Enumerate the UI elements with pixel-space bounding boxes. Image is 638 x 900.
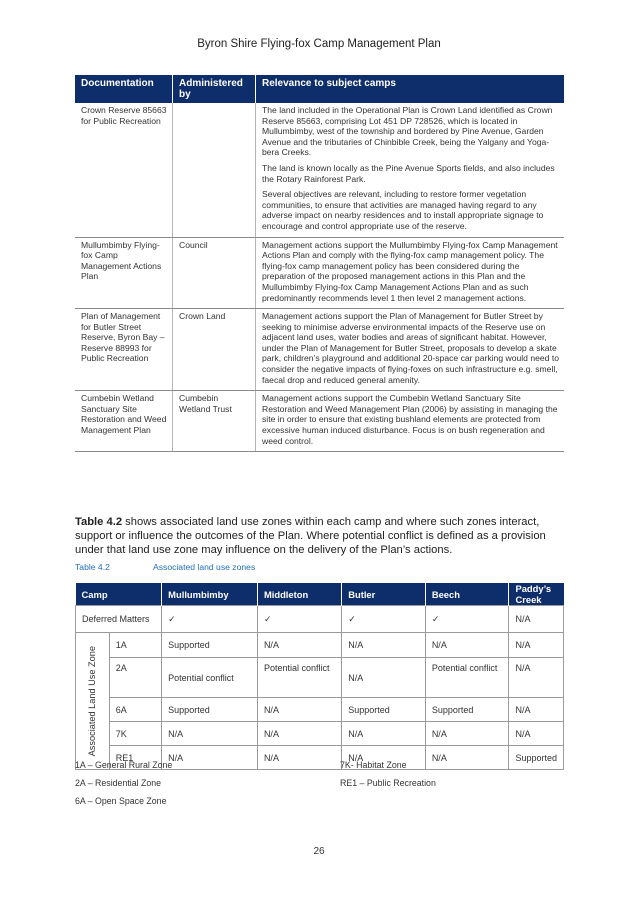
zone-cell: N/A: [342, 633, 426, 658]
zone-cell: N/A: [342, 658, 426, 698]
zone-side-label-cell: [76, 633, 110, 770]
relevance-cell: [256, 237, 565, 309]
zone-table-header-row: [76, 583, 564, 606]
relevance-cell: [256, 309, 565, 391]
check-mark: ✓: [257, 606, 341, 633]
zone-cell: N/A: [425, 722, 509, 746]
zone-code: 2A: [109, 658, 161, 698]
relevance-cell: [256, 103, 565, 237]
zone-col-butler: Butler: [342, 583, 426, 606]
legend-item: 2A – Residential Zone: [75, 778, 162, 788]
doc-name-cell: Cumbebin Wetland Sanctuary Site Restoration and Weed Management Plan: [75, 391, 173, 452]
land-use-zones-table: [75, 583, 564, 770]
relevance-cell: [256, 391, 565, 452]
zone-cell: N/A: [509, 722, 564, 746]
doc-name-cell: Crown Reserve 85663 for Public Recreation: [75, 103, 173, 237]
legend-item: 7K- Habitat Zone: [340, 760, 407, 770]
check-mark: ✓: [162, 606, 258, 633]
zone-code: 7K: [109, 722, 161, 746]
zone-cell: N/A: [425, 633, 509, 658]
table-reference: Table 4.2: [75, 516, 123, 528]
doc-col-relevance: Relevance to subject camps: [256, 75, 565, 103]
table-row: [75, 237, 564, 309]
table-row: [75, 391, 564, 452]
zone-cell: N/A: [342, 722, 426, 746]
doc-name-cell: Plan of Management for Butler Street Reserve, Byron Bay – Reserve 88993 for Public Recreation: [75, 309, 173, 391]
doc-col-administered-by: Administered by: [173, 75, 256, 103]
relevance-paragraph: Management actions support the Cumbebin Wetland Sanctuary Site Restoration and Weed Management Plan (2006) by assisting in managing the site in order to ensure that existing bushland elements are protected from excessive human induced disturbance. Focus is on bush regeneration and weed control.: [262, 393, 558, 446]
zone-cell: Potential conflict: [425, 658, 509, 698]
zone-cell: Supported: [342, 698, 426, 722]
zone-col-camp: Camp: [76, 583, 162, 606]
relevance-paragraph: The land is known locally as the Pine Avenue Sports fields, and also includes the Rotary Rainforest Park.: [262, 162, 555, 184]
zone-cell: Supported: [162, 698, 258, 722]
zone-col-mullumbimby: Mullumbimby: [162, 583, 258, 606]
administered-by-cell: Crown Land: [173, 309, 256, 391]
zone-cell: N/A: [425, 746, 509, 770]
administered-by-cell: Council: [173, 237, 256, 309]
relevance-paragraph: Management actions support the Plan of Management for Butler Street by seeking to minimise adverse environmental impacts of the Reserve use on adjacent land uses, water bodies and areas of significant habitat. However, under the Plan of Management for Butler Street, proposals to develop a skate park, children’s playground and additional 20-space car parking would need to consider the negative impacts of flying-foxes on such infrastructure e.g. smell, faecal drop and reduced general amenity.: [262, 311, 559, 385]
documentation-table: [75, 75, 564, 452]
zone-cell: Potential conflict: [257, 658, 341, 698]
table-caption: [75, 562, 255, 572]
zone-cell: N/A: [509, 698, 564, 722]
legend-item: 6A – Open Space Zone: [75, 796, 167, 806]
relevance-paragraph: The land included in the Operational Plan is Crown Land identified as Crown Reserve 85663, comprising Lot 451 DP 728526, which is located in Mullumbimby, west of the township and bordered by Pine Avenue, Garden Avenue and the tributaries of Chinbible Creek, being the Yalgany and Yoga-bera Creeks.: [262, 105, 553, 158]
zone-cell: N/A: [509, 633, 564, 658]
zone-cell: N/A: [257, 746, 341, 770]
zone-cell: N/A: [257, 633, 341, 658]
zone-cell: N/A: [509, 658, 564, 698]
legend-item: RE1 – Public Recreation: [340, 778, 436, 788]
paragraph-text: shows associated land use zones within each camp and where such zones interact, support or influence the outcomes of the Plan. Where potential conflict is defined as a provision under that land use zone may influence on the delivery of the Plan’s actions.: [75, 516, 546, 556]
administered-by-cell: [173, 103, 256, 237]
zone-code: 1A: [109, 633, 161, 658]
zone-col-paddys-creek: Paddy’s Creek: [509, 583, 564, 606]
zone-cell: Supported: [509, 746, 564, 770]
table-row: [76, 698, 564, 722]
page-header: Byron Shire Flying-fox Camp Management Plan: [197, 38, 441, 50]
administered-by-cell: Cumbebin Wetland Trust: [173, 391, 256, 452]
zone-code: RE1: [109, 746, 161, 770]
legend-item: 1A – General Rural Zone: [75, 760, 173, 770]
zone-cell: N/A: [162, 746, 258, 770]
table-row: [76, 722, 564, 746]
zone-col-beech: Beech: [425, 583, 509, 606]
caption-number: Table 4.2: [75, 562, 110, 572]
zone-cell: N/A: [257, 722, 341, 746]
table-row: [76, 658, 564, 698]
zone-col-middleton: Middleton: [257, 583, 341, 606]
zone-cell: Potential conflict: [162, 658, 258, 698]
zone-side-label: Associated Land Use Zone: [87, 645, 98, 757]
doc-table-header-row: [75, 75, 564, 103]
deferred-matters-label: Deferred Matters: [76, 606, 162, 633]
table-row: [75, 309, 564, 391]
page-number: 26: [313, 846, 325, 857]
zone-cell: N/A: [509, 606, 564, 633]
zone-cell: N/A: [342, 746, 426, 770]
zone-cell: Supported: [162, 633, 258, 658]
table-row: [76, 633, 564, 658]
caption-title: Associated land use zones: [153, 562, 256, 572]
doc-name-cell: Mullumbimby Flying-fox Camp Management Actions Plan: [75, 237, 173, 309]
table-row: [76, 606, 564, 633]
body-paragraph: [75, 515, 565, 557]
zone-cell: N/A: [257, 698, 341, 722]
check-mark: ✓: [425, 606, 509, 633]
zone-cell: Supported: [425, 698, 509, 722]
zone-code: 6A: [109, 698, 161, 722]
zone-cell: N/A: [162, 722, 258, 746]
check-mark: ✓: [342, 606, 426, 633]
relevance-paragraph: Management actions support the Mullumbimby Flying-fox Camp Management Actions Plan and comply with the flying-fox camp management policy. The flying-fox camp management policy has been considered during the preparation of the proposed management actions in this Plan and the Mullumbimby Flying-fox Camp Management Actions Plan and as such predominantly recommends level 1 then level 2 management actions.: [262, 239, 558, 303]
relevance-paragraph: Several objectives are relevant, including to restore former vegetation communities, to ensure that activities are managed having regard to any adverse impact on nearby residences and to install appropriate signage to encourage and control appropriate use of the reserve.: [262, 189, 544, 231]
table-row: [75, 103, 564, 237]
doc-col-documentation: Documentation: [75, 75, 173, 103]
